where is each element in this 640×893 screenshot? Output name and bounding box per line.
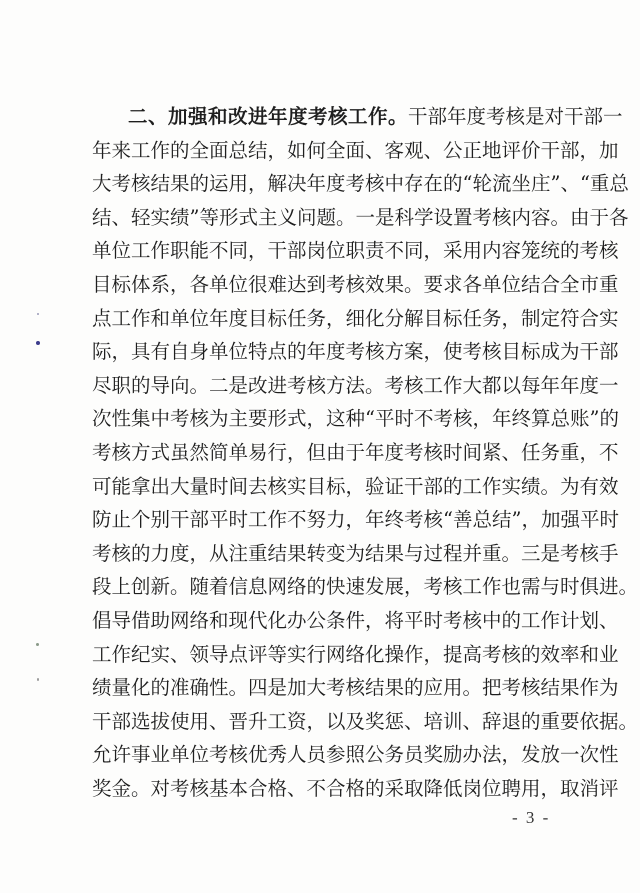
text-line: 允许事业单位考核优秀人员参照公务员奖励办法，发放一次性: [92, 743, 619, 767]
text-line: 干部年度考核是对干部一: [408, 105, 623, 128]
text-line: 考核方式虽然简单易行，但由于年度考核时间紧、任务重，不: [92, 440, 619, 464]
scan-speck: [36, 643, 39, 646]
text-line: 干部选拔使用、晋升工资，以及奖惩、培训、辞退的重要依据。: [92, 709, 639, 733]
text-line: 年来工作的全面总结，如何全面、客观、公正地评价干部，加: [92, 138, 619, 162]
text-line: 奖金。对考核基本合格、不合格的采取降低岗位聘用，取消评: [92, 776, 619, 800]
text-line: 可能拿出大量时间去核实目标，验证干部的工作实绩。为有效: [92, 474, 619, 498]
page-number: - 3 -: [512, 808, 551, 827]
text-line: 点工作和单位年度目标任务，细化分解目标任务，制定符合实: [92, 306, 619, 330]
text-line: 次性集中考核为主要形式，这种“平时不考核，年终算总账”的: [92, 407, 619, 431]
text-line: 际，具有自身单位特点的年度考核方案，使考核目标成为干部: [92, 340, 619, 364]
text-line: 防止个别干部平时工作不努力，年终考核“善总结”，加强平时: [92, 508, 619, 532]
text-line: 结、轻实绩”等形式主义问题。一是科学设置考核内容。由于各: [92, 205, 629, 229]
text-line: 大考核结果的运用，解决年度考核中存在的“轮流坐庄”、“重总: [92, 172, 629, 196]
text-line: 段上创新。随着信息网络的快速发展，考核工作也需与时俱进。: [92, 575, 639, 599]
document-body: [92, 100, 639, 805]
scan-speck: [37, 678, 39, 681]
text-line: 目标体系，各单位很难达到考核效果。要求各单位结合全市重: [92, 272, 619, 296]
scan-speck: [36, 341, 40, 345]
paragraph-first-line: [92, 100, 623, 134]
text-line: 单位工作职能不同，干部岗位职责不同，采用内容笼统的考核: [92, 239, 619, 263]
text-line: 绩量化的准确性。四是加大考核结果的应用。把考核结果作为: [92, 676, 619, 700]
text-line: 倡导借助网络和现代化办公条件，将平时考核中的工作计划、: [92, 608, 619, 632]
text-line: 工作纪实、领导点评等实行网络化操作，提高考核的效率和业: [92, 642, 619, 666]
text-line: 尽职的导向。二是改进考核方法。考核工作大都以每年年度一: [92, 373, 619, 397]
section-heading: 二、加强和改进年度考核工作。: [128, 105, 409, 128]
scan-speck: [37, 313, 39, 315]
text-line: 考核的力度，从注重结果转变为结果与过程并重。三是考核手: [92, 541, 619, 565]
